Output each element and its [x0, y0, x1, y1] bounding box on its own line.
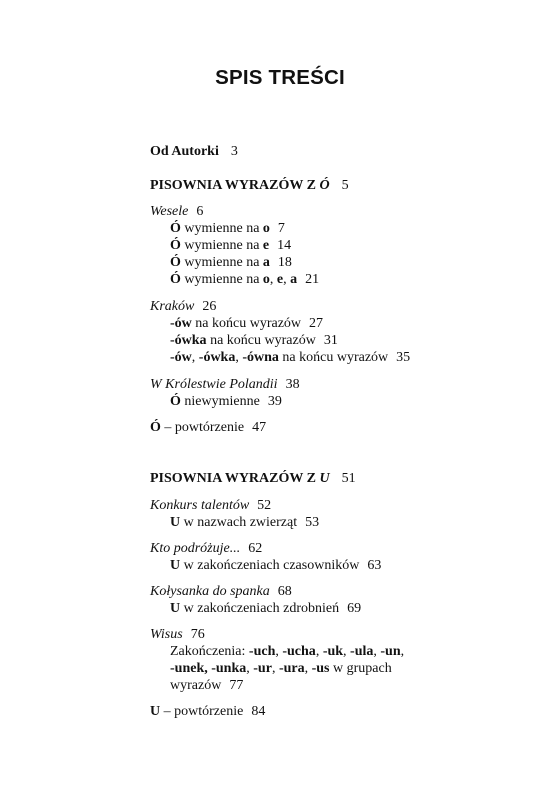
- toc-subentry[interactable]: [170, 271, 319, 289]
- page-number: 53: [305, 515, 320, 530]
- toc-subentry[interactable]: [170, 557, 381, 575]
- page-number: 84: [251, 704, 266, 719]
- entry-text: wyrazów: [170, 678, 222, 693]
- separator: ,: [315, 644, 323, 659]
- suffix: -unek, -unka: [170, 661, 247, 676]
- entry-letter: U: [170, 558, 181, 573]
- entry-text: w nazwach zwierząt: [180, 515, 298, 530]
- section-letter: Ó: [319, 178, 330, 193]
- page-number: 68: [277, 584, 292, 599]
- suffix: -ur: [253, 661, 272, 676]
- page-number: 18: [277, 255, 292, 270]
- separator: ,: [246, 661, 254, 676]
- chapter-kto-podrozuje[interactable]: [150, 540, 262, 558]
- separator: ,: [343, 644, 351, 659]
- toc-subentry[interactable]: [170, 237, 291, 255]
- page-number: 6: [196, 204, 204, 219]
- entry-letter: U: [170, 515, 181, 530]
- separator: ,: [373, 644, 381, 659]
- entry-letter: a: [262, 255, 270, 270]
- entry-text: wymienne na: [180, 272, 263, 287]
- entry-letter: Ó: [150, 420, 161, 435]
- suffix: -ula: [350, 644, 374, 659]
- page-number: 69: [347, 601, 362, 616]
- entry-letter: o: [262, 221, 270, 236]
- toc-subentry[interactable]: [170, 393, 282, 411]
- entry-text: niewymienne: [180, 394, 260, 409]
- toc-entry-od-autorki[interactable]: [150, 143, 238, 161]
- toc-subentry[interactable]: [170, 315, 323, 333]
- page-number: 21: [305, 272, 320, 287]
- chapter-krakow[interactable]: [150, 298, 216, 316]
- page-number: 7: [277, 221, 285, 236]
- section-label: PISOWNIA WYRAZÓW Z: [150, 471, 320, 486]
- chapter-label: Wesele: [150, 204, 189, 219]
- toc-entry-u-powtorzenie[interactable]: [150, 703, 265, 721]
- entry-letter: Ó: [170, 255, 181, 270]
- entry-text: na końcu wyrazów: [278, 350, 389, 365]
- suffix: -ucha: [282, 644, 316, 659]
- entry-label: Od Autorki: [150, 144, 219, 159]
- entry-letter: e: [276, 272, 284, 287]
- section-heading-u[interactable]: [150, 470, 356, 488]
- separator: ,: [275, 644, 283, 659]
- toc-subentry-wrapped[interactable]: [170, 660, 392, 678]
- entry-text: na końcu wyrazów: [191, 316, 302, 331]
- entry-text: wymienne na: [180, 255, 263, 270]
- separator: ,: [283, 272, 291, 287]
- page-number: 14: [277, 238, 292, 253]
- suffix: -ówna: [242, 350, 279, 365]
- page-number: 77: [229, 678, 244, 693]
- toc-subentry[interactable]: [170, 514, 319, 532]
- chapter-kolysanka[interactable]: [150, 583, 292, 601]
- page-number: 38: [285, 377, 300, 392]
- entry-letter: Ó: [170, 238, 181, 253]
- chapter-label: Konkurs talentów: [150, 498, 250, 513]
- page-number: 35: [396, 350, 411, 365]
- chapter-label: Kołysanka do spanka: [150, 584, 270, 599]
- page-number: 47: [252, 420, 267, 435]
- suffix: -ura: [278, 661, 305, 676]
- separator: ,: [269, 272, 277, 287]
- page-title: SPIS TREŚCI: [215, 66, 345, 89]
- chapter-wisus[interactable]: [150, 626, 205, 644]
- toc-subentry[interactable]: [170, 254, 292, 272]
- page-number: 39: [267, 394, 282, 409]
- suffix: -un: [380, 644, 401, 659]
- separator: ,: [304, 661, 312, 676]
- separator: ,: [271, 661, 279, 676]
- entry-text: na końcu wyrazów: [206, 333, 316, 348]
- entry-text: Zakończenia:: [170, 644, 249, 659]
- entry-text: – powtórzenie: [160, 704, 244, 719]
- suffix: -uk: [322, 644, 344, 659]
- entry-text: w zakończeniach zdrobnień: [180, 601, 340, 616]
- page-number: 52: [257, 498, 272, 513]
- entry-letter: U: [170, 601, 181, 616]
- toc-subentry[interactable]: [170, 332, 338, 350]
- chapter-label: W Królestwie Polandii: [150, 377, 278, 392]
- chapter-wesele[interactable]: [150, 203, 203, 221]
- chapter-krolestwo-polandii[interactable]: [150, 376, 300, 394]
- page-number: 63: [367, 558, 382, 573]
- entry-letter: a: [290, 272, 298, 287]
- entry-letter: e: [262, 238, 270, 253]
- entry-letter: Ó: [170, 221, 181, 236]
- toc-subentry[interactable]: [170, 220, 285, 238]
- chapter-konkurs-talentow[interactable]: [150, 497, 271, 515]
- entry-letter: Ó: [170, 394, 181, 409]
- suffix: -uch: [248, 644, 276, 659]
- toc-entry-o-powtorzenie[interactable]: [150, 419, 266, 437]
- page-number: 5: [341, 178, 349, 193]
- page-number: 51: [341, 471, 356, 486]
- section-label: PISOWNIA WYRAZÓW Z: [150, 178, 320, 193]
- suffix: -us: [311, 661, 330, 676]
- page-number: 62: [248, 541, 263, 556]
- suffix: -ów: [170, 316, 192, 331]
- toc-subentry[interactable]: [170, 349, 410, 367]
- chapter-label: Wisus: [150, 627, 183, 642]
- section-heading-o[interactable]: [150, 177, 349, 195]
- entry-letter: o: [262, 272, 270, 287]
- separator: ,: [235, 350, 243, 365]
- chapter-label: Kraków: [150, 299, 195, 314]
- toc-subentry[interactable]: [170, 600, 361, 618]
- separator: ,: [191, 350, 199, 365]
- page-number: 76: [190, 627, 205, 642]
- chapter-label: Kto podróżuje...: [150, 541, 241, 556]
- page-number: 31: [323, 333, 338, 348]
- page-number: 27: [309, 316, 324, 331]
- section-letter: U: [319, 471, 330, 486]
- entry-text: wymienne na: [180, 238, 263, 253]
- entry-text: w zakończeniach czasowników: [180, 558, 360, 573]
- entry-text: – powtórzenie: [160, 420, 245, 435]
- entry-letter: Ó: [170, 272, 181, 287]
- entry-letter: U: [150, 704, 161, 719]
- separator: ,: [400, 644, 405, 659]
- suffix: -ów: [170, 350, 192, 365]
- page-number: 26: [202, 299, 217, 314]
- entry-text: wymienne na: [180, 221, 263, 236]
- toc-subentry-wrapped[interactable]: [170, 677, 243, 695]
- toc-subentry-wrapped[interactable]: [170, 643, 404, 661]
- page-number: 3: [230, 144, 238, 159]
- suffix: -ówka: [170, 333, 207, 348]
- entry-text: w grupach: [329, 661, 392, 676]
- suffix: -ówka: [198, 350, 236, 365]
